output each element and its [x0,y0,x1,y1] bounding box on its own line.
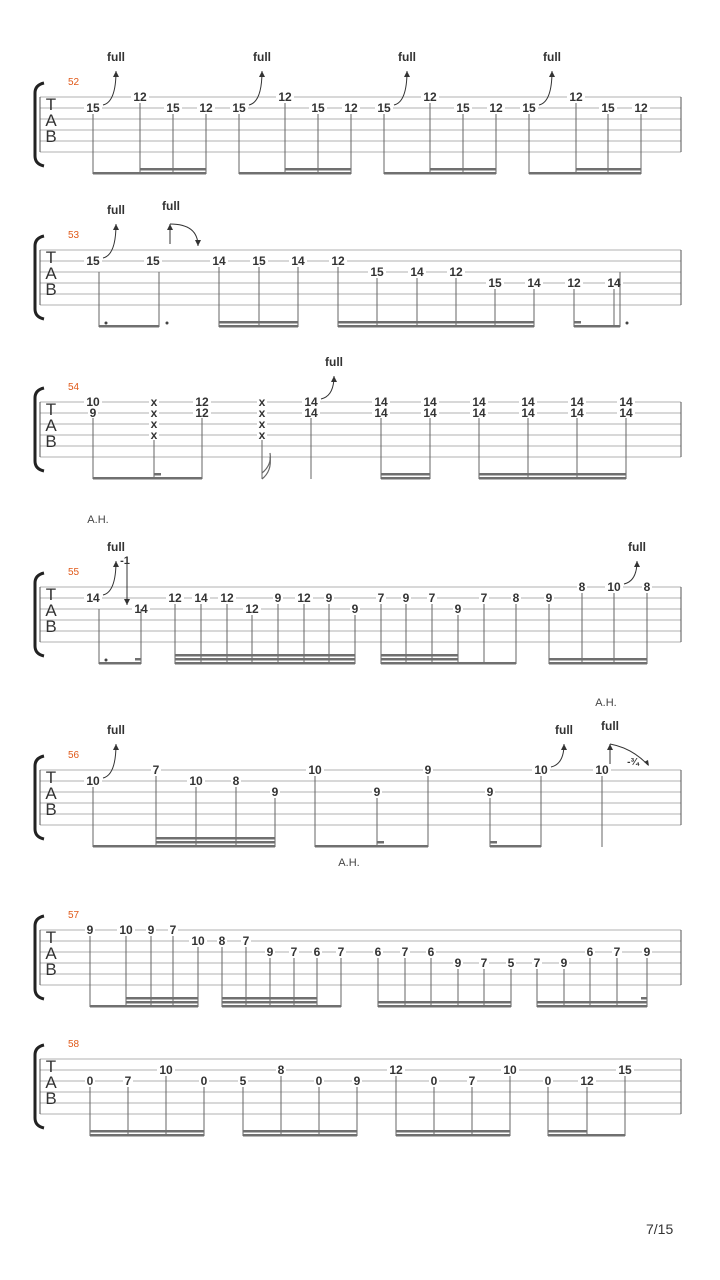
fret-number: 6 [586,945,594,959]
beam [175,658,355,661]
fret-number: 15 [86,101,100,115]
fret-number: 15 [601,101,615,115]
fret-number: 12 [567,276,581,290]
fret-number: 14 [527,276,541,290]
release-arrow [124,599,130,605]
fret-number: 12 [133,90,147,104]
fret-number: 10 [86,774,100,788]
fret-number: 14 [374,406,388,420]
bend-arrow [259,71,265,77]
beam [576,168,641,171]
fret-number: 12 [297,591,311,605]
fret-number: 14 [194,591,208,605]
fret-number: x [258,428,266,442]
fret-number: 10 [159,1063,173,1077]
bend-arrow [561,744,567,750]
fret-number: 0 [315,1074,323,1088]
tab-letter: T [45,248,57,267]
fret-number: 7 [533,956,541,970]
fret-number: 14 [86,591,100,605]
bend-arrow [331,376,337,382]
fret-number: 7 [169,923,177,937]
beam [549,658,647,661]
fret-number: 15 [311,101,325,115]
tab-letter: B [45,432,57,451]
fret-number: 7 [401,945,409,959]
fret-number: 14 [570,406,584,420]
beam [396,1130,510,1133]
beam [537,1001,647,1004]
fret-number: 10 [86,395,100,409]
fret-number: x [150,406,158,420]
rhythm-dot [166,322,169,325]
beam [93,845,275,848]
tab-letter: T [45,1057,57,1076]
bend-label: full [253,50,271,64]
tab-letter: A [45,111,57,130]
beam-partial [574,321,581,324]
beam [285,168,351,171]
harmonic-release-label: -1 [120,555,130,567]
tab-letter: A [45,601,57,620]
beam [99,662,141,665]
beam [381,477,430,480]
rhythm-dot [626,322,629,325]
fret-number: 9 [89,406,97,420]
beam-partial [377,841,384,844]
beam [222,1001,317,1004]
beam [140,168,206,171]
beam [381,473,430,476]
system-54 [35,376,681,480]
fret-number: 15 [618,1063,632,1077]
fret-number: 0 [86,1074,94,1088]
fret-number: 14 [521,406,535,420]
measure-number: 58 [68,1039,80,1050]
beam [490,845,541,848]
beam [175,654,355,657]
tab-letter: A [45,264,57,283]
fret-number: 12 [245,602,259,616]
bend-label: full [107,723,125,737]
tab-letter: B [45,127,57,146]
fret-number: 7 [152,763,160,777]
fret-number: 7 [613,945,621,959]
beam [126,1001,198,1004]
beam [315,845,428,848]
bend-label: full [162,199,180,213]
beam [243,1130,357,1133]
bend-arrow [113,744,119,750]
bend-label: full [325,355,343,369]
fret-number: 14 [607,276,621,290]
fret-number: 5 [507,956,515,970]
beam [378,1001,511,1004]
beam [381,658,458,661]
fret-number: 12 [331,254,345,268]
tab-letter: B [45,1089,57,1108]
measure-number: 57 [68,910,80,921]
fret-number: 9 [373,785,381,799]
fret-number: 14 [472,406,486,420]
tab-letter: A [45,944,57,963]
fret-number: 14 [521,395,535,409]
fret-number: 9 [86,923,94,937]
fret-number: 15 [86,254,100,268]
beam [396,1134,510,1137]
artificial-harmonic-label: A.H. [87,514,109,526]
fret-number: 9 [402,591,410,605]
fret-number: 9 [351,602,359,616]
release-arrow [644,760,649,766]
bend-arrow [634,561,640,567]
fret-number: 10 [189,774,203,788]
beam [156,837,275,840]
fret-number: 12 [168,591,182,605]
fret-number: 14 [423,395,437,409]
fret-number: 9 [266,945,274,959]
fret-number: 10 [607,580,621,594]
fret-number: 14 [374,395,388,409]
fret-number: 12 [220,591,234,605]
fret-number: 9 [271,785,279,799]
fret-number: 15 [377,101,391,115]
beam-partial [135,658,141,661]
beam [378,1005,511,1008]
fret-number: 7 [337,945,345,959]
tab-letter: B [45,960,57,979]
tab-letter: T [45,400,57,419]
rhythm-dot [105,659,108,662]
fret-number: 6 [313,945,321,959]
fret-number: 12 [389,1063,403,1077]
beam [239,172,351,175]
beam [219,325,298,328]
fret-number: 12 [580,1074,594,1088]
fret-number: 10 [308,763,322,777]
fret-number: 12 [569,90,583,104]
fret-number: x [258,406,266,420]
tab-letter: T [45,585,57,604]
artificial-harmonic-label: A.H. [338,857,360,869]
fret-number: 7 [124,1074,132,1088]
fret-number: 14 [619,395,633,409]
fret-number: 9 [274,591,282,605]
tab-letter: T [45,95,57,114]
fret-number: 15 [456,101,470,115]
tab-letter: A [45,416,57,435]
beam [90,1130,204,1133]
release-arrow [195,240,201,246]
fret-number: 9 [424,763,432,777]
fret-number: 8 [512,591,520,605]
beam-partial [154,473,161,476]
fret-number: 15 [232,101,246,115]
tab-letter: A [45,1073,57,1092]
fret-number: 9 [147,923,155,937]
beam [537,1005,647,1008]
fret-number: 14 [304,406,318,420]
fret-number: 12 [423,90,437,104]
bend-arrow [113,71,119,77]
fret-number: x [150,417,158,431]
measure-number: 55 [68,567,80,578]
fret-number: 9 [454,602,462,616]
bend-label: full [107,540,125,554]
fret-number: x [258,417,266,431]
beam [548,1134,625,1137]
beam-partial [641,997,647,1000]
fret-number: 10 [534,763,548,777]
beam [93,172,206,175]
fret-number: 14 [423,406,437,420]
fret-number: 15 [522,101,536,115]
fret-number: 8 [232,774,240,788]
fret-number: 14 [304,395,318,409]
measure-number: 56 [68,750,80,761]
fret-number: 12 [195,406,209,420]
artificial-harmonic-label: A.H. [595,697,617,709]
tab-letter: B [45,800,57,819]
beam [90,1134,204,1137]
fret-number: 15 [370,265,384,279]
fret-number: 5 [239,1074,247,1088]
fret-number: 0 [200,1074,208,1088]
fret-number: 12 [195,395,209,409]
fret-number: x [258,395,266,409]
fret-number: 8 [643,580,651,594]
tab-letter: A [45,784,57,803]
bend-label: full [398,50,416,64]
bend-label: full [543,50,561,64]
bend-arrow [113,561,119,567]
bend-label: full [601,719,619,733]
fret-number: 9 [353,1074,361,1088]
bend-curve [624,561,637,584]
bend-label: full [628,540,646,554]
fret-number: 14 [134,602,148,616]
fret-number: 7 [377,591,385,605]
beam [529,172,641,175]
beam [99,325,159,328]
beam [430,168,496,171]
beam [384,172,496,175]
tab-letter: B [45,617,57,636]
bend-label: full [107,50,125,64]
beam [548,1130,587,1133]
fret-number: x [150,395,158,409]
system-52 [35,71,681,175]
page-number: 7/15 [646,1221,674,1237]
fret-number: x [150,428,158,442]
tab-letter: T [45,768,57,787]
bend-arrow [549,71,555,77]
beam-partial [490,841,497,844]
bend-curve [551,744,564,767]
bend-label: full [555,723,573,737]
fret-number: 7 [468,1074,476,1088]
fret-number: 10 [119,923,133,937]
fret-number: 9 [545,591,553,605]
system-53 [35,224,681,328]
fret-number: 14 [570,395,584,409]
fret-number: 7 [290,945,298,959]
beam [243,1134,357,1137]
fret-number: 12 [449,265,463,279]
fret-number: 8 [218,934,226,948]
bend-arrow [404,71,410,77]
beam [479,473,626,476]
fret-number: 15 [252,254,266,268]
bend-curve [321,376,334,399]
beam [222,1005,341,1008]
fret-number: 8 [277,1063,285,1077]
measure-number: 54 [68,382,80,393]
system-58 [35,1045,681,1137]
beam [381,654,458,657]
fret-number: 0 [544,1074,552,1088]
fret-number: 14 [291,254,305,268]
fret-number: 6 [374,945,382,959]
fret-number: 10 [503,1063,517,1077]
beam [574,325,620,328]
beam [156,841,275,844]
fret-number: 10 [191,934,205,948]
fret-number: 9 [486,785,494,799]
fret-number: 15 [166,101,180,115]
rhythm-dot [105,322,108,325]
fret-number: 12 [344,101,358,115]
bend-arrow [113,224,119,230]
beam [175,662,355,665]
beam [549,662,647,665]
beam [338,321,534,324]
fret-number: 9 [560,956,568,970]
fret-number: 10 [595,763,609,777]
measure-number: 53 [68,230,80,241]
fret-number: 6 [427,945,435,959]
fret-number: 12 [199,101,213,115]
beam [126,997,198,1000]
fret-number: 12 [634,101,648,115]
beam [219,321,298,324]
fret-number: 7 [480,956,488,970]
release-label: -¾ [627,757,639,768]
fret-number: 14 [619,406,633,420]
fret-number: 14 [410,265,424,279]
tab-letter: T [45,928,57,947]
beam [479,477,626,480]
fret-number: 12 [278,90,292,104]
fret-number: 9 [454,956,462,970]
measure-number: 52 [68,77,80,88]
beam [222,997,317,1000]
release-curve [170,224,198,246]
fret-number: 7 [428,591,436,605]
fret-number: 12 [489,101,503,115]
fret-number: 14 [472,395,486,409]
system-56 [35,744,681,848]
fret-number: 15 [146,254,160,268]
fret-number: 9 [643,945,651,959]
fret-number: 14 [212,254,226,268]
fret-number: 15 [488,276,502,290]
fret-number: 8 [578,580,586,594]
bend-arrow [167,224,173,230]
beam [90,1005,198,1008]
beam [381,662,516,665]
beam [93,477,202,480]
tab-letter: B [45,280,57,299]
beam [338,325,534,328]
bend-label: full [107,203,125,217]
fret-number: 0 [430,1074,438,1088]
fret-number: 7 [242,934,250,948]
fret-number: 9 [325,591,333,605]
fret-number: 7 [480,591,488,605]
